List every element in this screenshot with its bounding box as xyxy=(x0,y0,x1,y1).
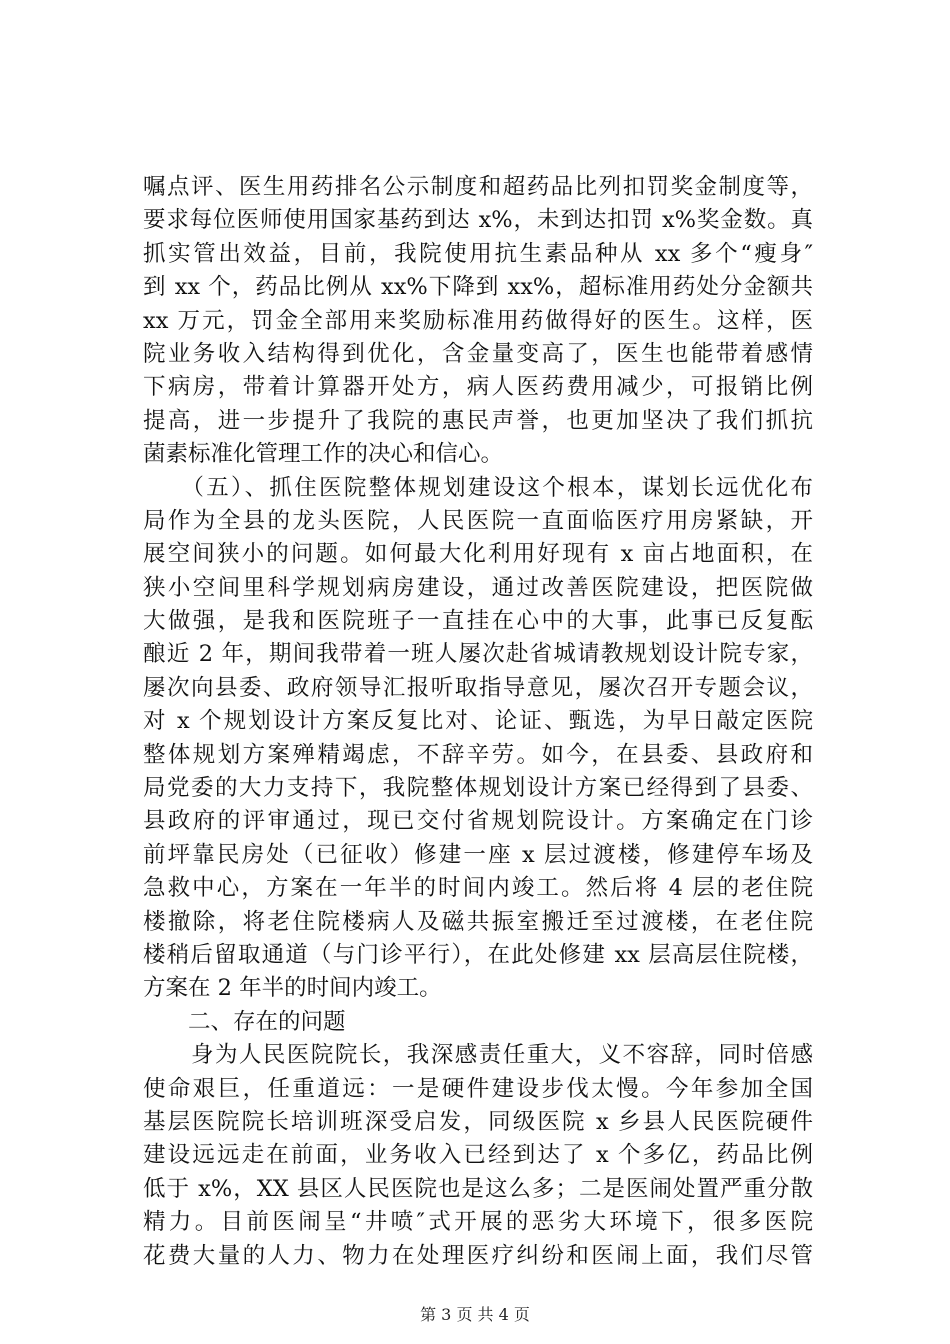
text-line: 基层医院院长培训班深受启发，同级医院 x 乡县人民医院硬件 xyxy=(143,1108,813,1135)
text-line: 身为人民医院院长，我深感责任重大，义不容辞，同时倍感 xyxy=(143,1042,813,1069)
text-line: 建设远远走在前面，业务收入已经到达了 x 个多亿，药品比例 xyxy=(143,1142,813,1169)
text-line: 嘱点评、医生用药排名公示制度和超药品比列扣罚奖金制度等， xyxy=(143,174,813,200)
text-line: 县政府的评审通过，现已交付省规划院设计。方案确定在门诊 xyxy=(143,808,813,835)
text-line: 菌素标准化管理工作的决心和信心。 xyxy=(143,441,504,468)
text-line: 局党委的大力支持下，我院整体规划设计方案已经得到了县委、 xyxy=(143,775,813,802)
text-line: 前坪靠民房处（已征收）修建一座 x 层过渡楼，修建停车场及 xyxy=(143,841,813,868)
text-line: 方案在 2 年半的时间内竣工。 xyxy=(143,975,442,1002)
text-line: 酿近 2 年，期间我带着一班人屡次赴省城请教规划设计院专家， xyxy=(143,641,813,668)
text-line: 精力。目前医闹呈“井喷″式开展的恶劣大环境下，很多医院 xyxy=(143,1209,813,1236)
text-line: 对 x 个规划设计方案反复比对、论证、甄选，为早日敲定医院 xyxy=(143,708,813,735)
page-footer-number: 第 3 页 共 4 页 xyxy=(420,1305,530,1324)
text-line: 屡次向县委、政府领导汇报听取指导意见，屡次召开专题会议， xyxy=(143,674,813,701)
text-line: 楼稍后留取通道（与门诊平行），在此处修建 xx 层高层住院楼， xyxy=(143,941,813,968)
text-line: 下病房，带着计算器开处方，病人医药费用减少，可报销比例 xyxy=(143,374,813,401)
text-line: （五）、抓住医院整体规划建设这个根本，谋划长远优化布 xyxy=(143,474,813,501)
text-line: 使命艰巨，任重道远：一是硬件建设步伐太慢。今年参加全国 xyxy=(143,1075,813,1102)
text-line: 低于 x%，XX 县区人民医院也是这么多；二是医闹处置严重分散 xyxy=(143,1175,813,1202)
text-line: xx 万元，罚金全部用来奖励标准用药做得好的医生。这样，医 xyxy=(143,307,813,334)
text-line: 楼撤除，将老住院楼病人及磁共振室搬迁至过渡楼，在老住院 xyxy=(143,908,813,935)
text-line: 到 xx 个，药品比例从 xx%下降到 xx%，超标准用药处分金额共 xyxy=(143,274,813,301)
document-body-text xyxy=(143,171,813,1273)
text-line: 要求每位医师使用国家基药到达 x%，未到达扣罚 x%奖金数。真 xyxy=(143,207,813,234)
text-line: 局作为全县的龙头医院，人民医院一直面临医疗用房紧缺，开 xyxy=(143,507,813,534)
text-line: 狭小空间里科学规划病房建设，通过改善医院建设，把医院做 xyxy=(143,574,813,601)
text-line: 二、存在的问题 xyxy=(143,1008,346,1035)
text-line: 抓实管出效益，目前，我院使用抗生素品种从 xx 多个“瘦身″ xyxy=(143,240,813,267)
text-line: 整体规划方案殚精竭虑，不辞辛劳。如今，在县委、县政府和 xyxy=(143,741,813,768)
text-line: 急救中心，方案在一年半的时间内竣工。然后将 4 层的老住院 xyxy=(143,875,813,902)
text-line: 院业务收入结构得到优化，含金量变高了，医生也能带着感情 xyxy=(143,340,813,367)
text-line: 大做强，是我和医院班子一直挂在心中的大事，此事已反复酝 xyxy=(143,608,813,635)
text-line: 花费大量的人力、物力在处理医疗纠纷和医闹上面，我们尽管 xyxy=(143,1242,813,1269)
text-line: 提高，进一步提升了我院的惠民声誉，也更加坚决了我们抓抗 xyxy=(143,407,813,434)
text-line: 展空间狭小的问题。如何最大化利用好现有 x 亩占地面积，在 xyxy=(143,541,813,568)
